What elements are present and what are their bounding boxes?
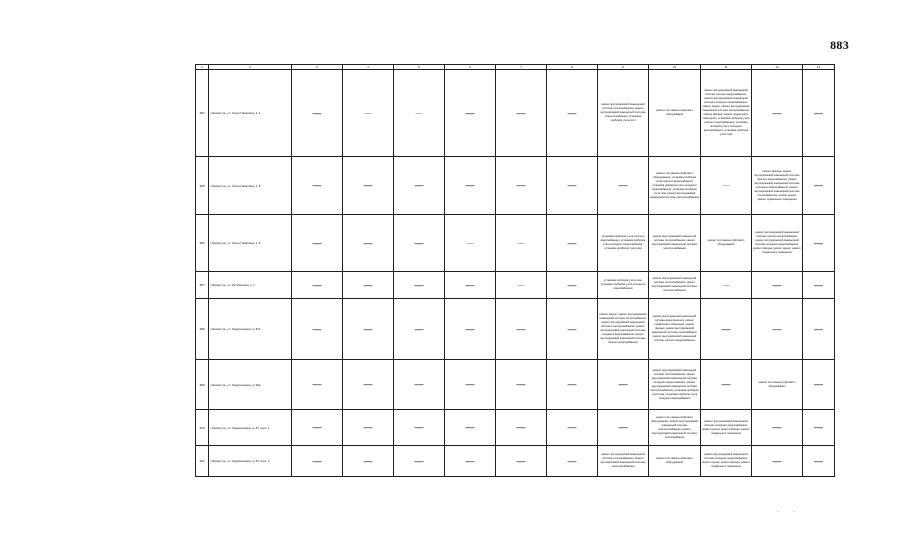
table-row — [196, 215, 835, 272]
work-cell: ремонт внутридомовой инженерной системы теплоснабжения, ремонт внутридомовой инженерной системы электроснабжения — [649, 215, 701, 272]
table-row — [196, 70, 835, 157]
cell: — — [701, 272, 752, 299]
cell: — — [496, 157, 547, 215]
work-cell: установка приборов учета газа, установка приборов учета холодного водоснабжения — [598, 272, 649, 299]
header-cell: 7 — [496, 65, 547, 70]
cell: — — [547, 299, 598, 360]
cell: — — [292, 215, 343, 272]
address-cell: г. Балактуль, ул. Олега Гавпилика, д. 8 — [209, 215, 292, 272]
work-cell: ремонт крыши, ремонт внутридомовой инженерной системы теплоснабжения, ремонт внутридомовой инженерной системы электроснабжения, ремонт внутридомовой инженерной системы холодного водоснабжения, ремонт внутридомовой инженерной системы горячего водоснабжения — [598, 299, 649, 360]
cell: — — [752, 299, 803, 360]
work-cell: ремонт внутридомовой инженерной системы теплоснабжения, ремонт внутридомовой инженерной системы холодного водоснабжения, ремонт внутридомовой инженерной системы электроснабжения, установка приборов учета газа, установка приборов учета холодного водоснабжения — [649, 360, 701, 410]
work-cell: ремонт или замена лифтового оборудования, ремонт внутридомовой инженерной системы электроснабжения, ремонт внутридомовой инженерной системы теплоснабжения — [649, 410, 701, 446]
work-cell: ремонт или замена лифтового оборудования, установка приборов учета горячего водоснабжения, установка приборов учета холодного водоснабжения, установка приборов учета газа, ремонт внутридомовой инженерной системы электроснабжения — [649, 157, 701, 215]
cell: — — [701, 360, 752, 410]
header-cell: 9 — [598, 65, 649, 70]
cell: — — [752, 272, 803, 299]
cell: — — [343, 157, 394, 215]
cell: — — [394, 70, 445, 157]
cell: — — [803, 410, 835, 446]
cell: — — [445, 70, 496, 157]
cell: — — [547, 70, 598, 157]
cell: — — [292, 410, 343, 446]
capital-repair-register-table — [195, 64, 835, 477]
header-cell: 8 — [547, 65, 598, 70]
row-number: 388 — [196, 299, 209, 360]
cell: — — [292, 272, 343, 299]
cell: — — [496, 272, 547, 299]
cell: — — [598, 360, 649, 410]
table-row — [196, 299, 835, 360]
table-row — [196, 446, 835, 477]
cell: — — [496, 299, 547, 360]
cell: — — [445, 360, 496, 410]
work-cell: ремонт внутридомовой инженерной системы теплоснабжения, ремонт внутридомовой инженерной системы электроснабжения — [598, 446, 649, 477]
cell: — — [803, 215, 835, 272]
cell: — — [292, 360, 343, 410]
cell: — — [496, 446, 547, 477]
cell: — — [394, 272, 445, 299]
cell: — — [394, 360, 445, 410]
cell: — — [343, 299, 394, 360]
work-cell: ремонт внутридомовой инженерной системы холодного водоснабжения, ремонт крыши, ремонт фасада, ремонт подвального помещения — [701, 446, 752, 477]
cell: — — [803, 157, 835, 215]
header-cell: 2 — [209, 65, 292, 70]
cell: — — [445, 410, 496, 446]
row-number: 390 — [196, 410, 209, 446]
scan-mark: . . — [777, 505, 801, 514]
cell: — — [496, 410, 547, 446]
cell: — — [292, 70, 343, 157]
address-cell: г. Балактуль, ул. Орджоникидзе, д. 81, корп. 1 — [209, 410, 292, 446]
work-cell: ремонт внутридомовой инженерной системы горячего водоснабжения, ремонт внутридомовой инженерной системы холодного водоснабжения, ремонт фасада, ремонт крыши, ремонт подвального помещения — [752, 215, 803, 272]
work-cell: ремонт или замена лифтового оборудования — [701, 215, 752, 272]
cell: — — [445, 215, 496, 272]
cell: — — [803, 272, 835, 299]
header-cell: 5 — [394, 65, 445, 70]
work-cell: ремонт или замена лифтового оборудования — [752, 360, 803, 410]
address-cell: г. Балактуль, ул. Орджоникидзе, д. 81, корп. 2 — [209, 446, 292, 477]
work-cell: ремонт внутридомовой инженерной системы холодного водоснабжения, ремонт крыши, ремонт фасада, ремонт подвального помещения — [701, 410, 752, 446]
cell: — — [445, 272, 496, 299]
cell: — — [547, 272, 598, 299]
cell: — — [496, 215, 547, 272]
cell: — — [701, 157, 752, 215]
cell: — — [394, 299, 445, 360]
row-number: 389 — [196, 360, 209, 410]
cell: — — [803, 70, 835, 157]
address-cell: г. Балактуль, ул. Олега Гавпилика, д. 4 — [209, 70, 292, 157]
row-number: 387 — [196, 272, 209, 299]
cell: — — [547, 215, 598, 272]
cell: — — [343, 70, 394, 157]
cell: — — [752, 446, 803, 477]
cell: — — [343, 272, 394, 299]
cell: — — [598, 410, 649, 446]
cell: — — [803, 299, 835, 360]
cell: — — [292, 157, 343, 215]
cell: — — [752, 70, 803, 157]
work-cell: ремонт фасада, ремонт внутридомовой инженерной системы горячего водоснабжения, ремонт внутридомовой инженерной системы холодного водоснабжения, ремонт внутридомовой инженерной системы теплоснабжения, ремонт крыши, ремонт подвального помещения — [752, 157, 803, 215]
cell: — — [343, 446, 394, 477]
address-cell: г. Балактуль, ул. Олега Гавпилика, д. 6 — [209, 157, 292, 215]
page-number: 883 — [830, 38, 849, 52]
header-cell: 1 — [196, 65, 209, 70]
cell: — — [445, 446, 496, 477]
header-cell: 12 — [752, 65, 803, 70]
cell: — — [547, 157, 598, 215]
cell: — — [496, 360, 547, 410]
work-cell: ремонт внутридомовой инженерной системы горячего водоснабжения, ремонт внутридомовой инженерной системы холодного водоснабжения, ремонт крыши, ремонт внутридомовой инженерной системы теплоснабжения, ремонт фасада, ремонт подвального помещения, установка приборов учета горячего водоснабжения, установка приборов учета холодного водоснабжения, установка приборов учета газа — [701, 70, 752, 157]
cell: — — [803, 446, 835, 477]
cell: — — [394, 157, 445, 215]
address-cell: г. Балактуль, ул. Орджоникидзе, д. 87а — [209, 299, 292, 360]
cell: — — [701, 299, 752, 360]
cell: — — [394, 215, 445, 272]
header-cell: 3 — [292, 65, 343, 70]
cell: — — [752, 410, 803, 446]
cell: — — [394, 410, 445, 446]
row-number: 386 — [196, 215, 209, 272]
work-cell: ремонт внутридомовой инженерной системы теплоснабжения, ремонт внутридомовой инженерной системы электроснабжения, установка приборов учета тепл — [598, 70, 649, 157]
cell: — — [445, 299, 496, 360]
table-row — [196, 360, 835, 410]
work-cell: установка приборов учета горячего водоснабжения, установка приборов учета холодного водоснабжения, установка приборов учета газа — [598, 215, 649, 272]
header-cell: 6 — [445, 65, 496, 70]
table-row — [196, 272, 835, 299]
header-cell: 10 — [649, 65, 701, 70]
work-cell: ремонт или замена лифтового оборудования — [649, 446, 701, 477]
work-cell: ремонт внутридомовой инженерной системы теплоснабжения, ремонт внутридомовой инженерной системы электроснабжения — [649, 272, 701, 299]
header-cell: 11 — [701, 65, 752, 70]
header-cell: 13 — [803, 65, 835, 70]
cell: — — [598, 157, 649, 215]
table-row — [196, 410, 835, 446]
cell: — — [547, 446, 598, 477]
row-number: 385 — [196, 157, 209, 215]
cell: — — [292, 446, 343, 477]
work-cell: ремонт или замена лифтового оборудования — [649, 70, 701, 157]
cell: — — [547, 410, 598, 446]
cell: — — [292, 299, 343, 360]
cell: — — [343, 215, 394, 272]
cell: — — [803, 360, 835, 410]
cell: — — [394, 446, 445, 477]
cell: — — [445, 157, 496, 215]
header-cell: 4 — [343, 65, 394, 70]
row-number: 391 — [196, 446, 209, 477]
cell: — — [343, 410, 394, 446]
table-row — [196, 157, 835, 215]
cell: — — [547, 360, 598, 410]
work-cell: ремонт внутридомовой инженерной системы водоотведения, ремонт подвального помещения, ремонт фасада, ремонт внутридомовой инженерной системы газоснабжения, ремонт внутридомовой инженерной системы горячего водоснабжения — [649, 299, 701, 360]
cell: — — [343, 360, 394, 410]
address-cell: г. Балактуль, ул. Орджоникидзе, д. 96а — [209, 360, 292, 410]
row-number: 384 — [196, 70, 209, 157]
address-cell: г. Балактуль, ул. Октябрьская, д. 2 — [209, 272, 292, 299]
cell: — — [496, 70, 547, 157]
